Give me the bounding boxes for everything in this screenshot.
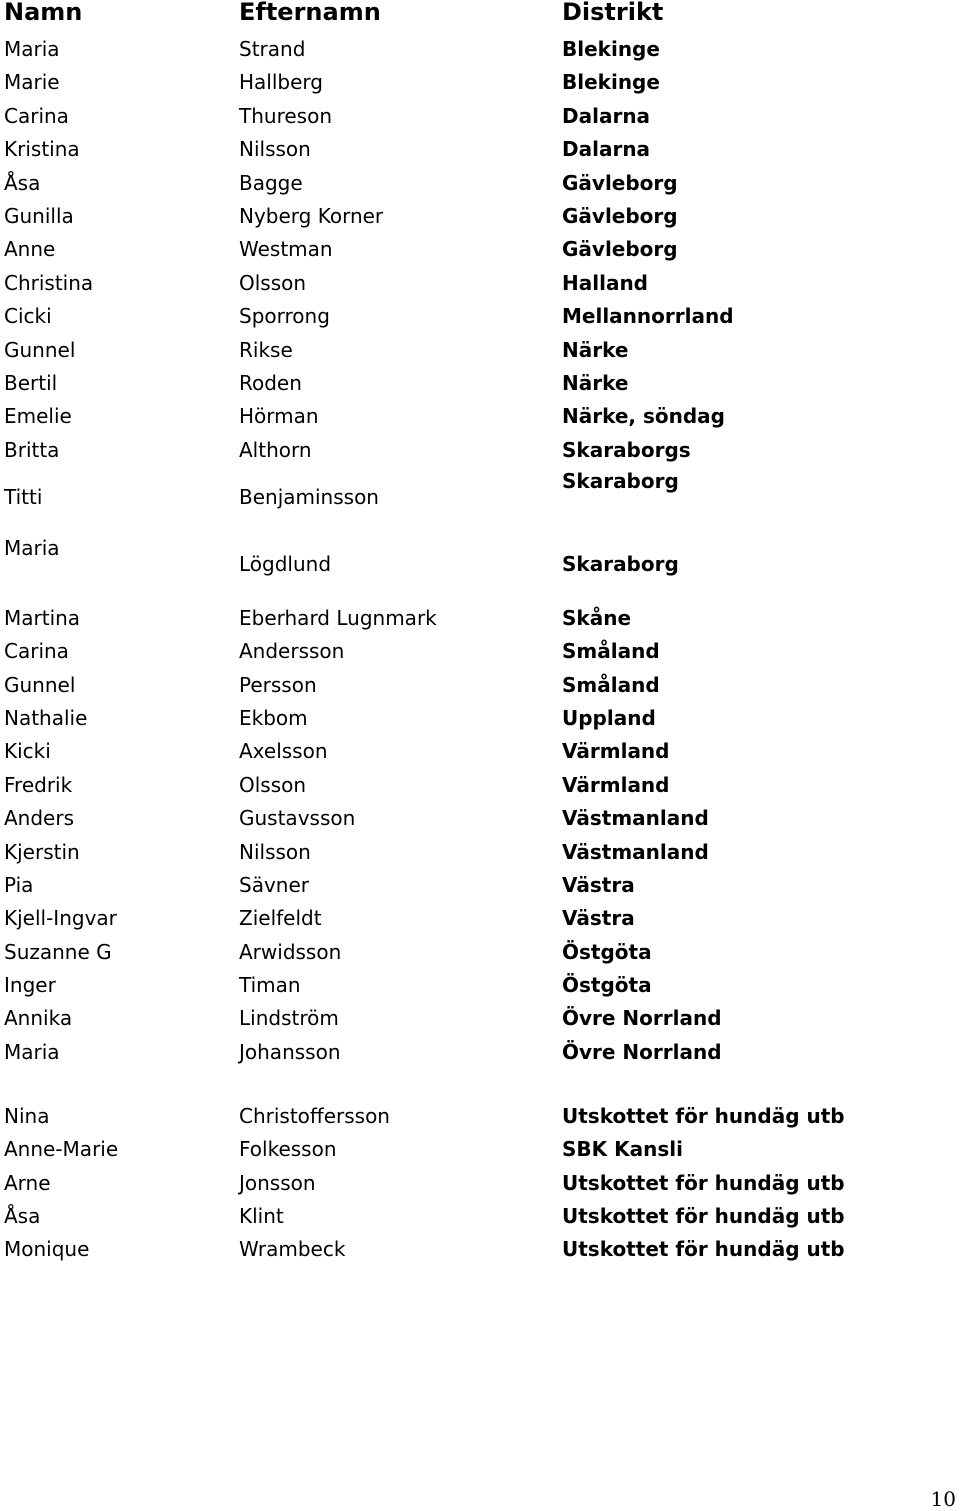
last-name-cell: Westman: [239, 237, 333, 261]
first-name-cell: Kristina: [4, 137, 80, 161]
last-name-cell: Timan: [239, 973, 301, 997]
table-row: [0, 435, 960, 465]
table-row: [0, 803, 960, 833]
district-cell: Värmland: [562, 739, 670, 763]
first-name-cell: Anne-Marie: [4, 1137, 119, 1161]
first-name-cell: Åsa: [4, 1204, 41, 1228]
table-row: [0, 234, 960, 264]
district-cell: Gävleborg: [562, 204, 678, 228]
table-row: [0, 201, 960, 231]
table-row: [0, 603, 960, 633]
first-name-cell: Marie: [4, 70, 60, 94]
first-name-cell: Anne: [4, 237, 56, 261]
header-row: [0, 0, 960, 30]
last-name-cell: Lindström: [239, 1006, 339, 1030]
table-row: [0, 1201, 960, 1231]
district-cell: Utskottet för hundäg utb: [562, 1171, 845, 1195]
last-name-cell: Nyberg Korner: [239, 204, 384, 228]
first-name-cell: Kjerstin: [4, 840, 80, 864]
district-cell: SBK Kansli: [562, 1137, 683, 1161]
district-cell: Skåne: [562, 606, 632, 630]
district-cell: Östgöta: [562, 973, 652, 997]
table-row: [0, 903, 960, 933]
district-cell: Blekinge: [562, 37, 660, 61]
district-cell: Utskottet för hundäg utb: [562, 1204, 845, 1228]
table-row: [0, 1101, 960, 1131]
table-row: [0, 134, 960, 164]
header-last-name: Efternamn: [239, 0, 381, 26]
table-row: [0, 335, 960, 365]
district-cell: Närke: [562, 338, 629, 362]
table-row: [0, 1168, 960, 1198]
first-name-cell: Åsa: [4, 171, 41, 195]
last-name-cell: Hörman: [239, 404, 319, 428]
first-name-cell: Nathalie: [4, 706, 88, 730]
first-name-cell: Maria: [4, 536, 60, 560]
table-row: [0, 870, 960, 900]
table-row: [0, 535, 960, 576]
first-name-cell: Fredrik: [4, 773, 73, 797]
first-name-cell: Gunnel: [4, 338, 76, 362]
last-name-cell: Eberhard Lugnmark: [239, 606, 437, 630]
table-row: [0, 703, 960, 733]
district-cell: Gävleborg: [562, 237, 678, 261]
first-name-cell: Martina: [4, 606, 81, 630]
table-row: [0, 670, 960, 700]
district-cell: Närke: [562, 371, 629, 395]
district-cell: Västmanland: [562, 806, 709, 830]
first-name-cell: Monique: [4, 1237, 90, 1261]
last-name-cell: Sävner: [239, 873, 309, 897]
district-cell: Småland: [562, 673, 660, 697]
district-cell: Småland: [562, 639, 660, 663]
table-row: [0, 837, 960, 867]
table-row: [0, 636, 960, 666]
district-cell: Övre Norrland: [562, 1006, 722, 1030]
last-name-cell: Rikse: [239, 338, 293, 362]
first-name-cell: Pia: [4, 873, 34, 897]
first-name-cell: Gunnel: [4, 673, 76, 697]
last-name-cell: Christoffersson: [239, 1104, 390, 1128]
district-cell: Västmanland: [562, 840, 709, 864]
last-name-cell: Sporrong: [239, 304, 330, 328]
first-name-cell: Carina: [4, 104, 69, 128]
first-name-cell: Bertil: [4, 371, 58, 395]
table-row: [0, 1003, 960, 1033]
table-row: [0, 1037, 960, 1067]
first-name-cell: Britta: [4, 438, 60, 462]
district-cell: Övre Norrland: [562, 1040, 722, 1064]
district-cell: Dalarna: [562, 137, 651, 161]
first-name-cell: Kjell-Ingvar: [4, 906, 117, 930]
last-name-cell: Zielfeldt: [239, 906, 322, 930]
last-name-cell: Olsson: [239, 271, 307, 295]
district-cell: Utskottet för hundäg utb: [562, 1104, 845, 1128]
first-name-cell: Maria: [4, 37, 60, 61]
district-cell: Skaraborgs: [562, 438, 691, 462]
table-row: [0, 770, 960, 800]
page-number: 10: [930, 1487, 956, 1511]
table-row: [0, 937, 960, 967]
last-name-cell: Johansson: [239, 1040, 341, 1064]
header-first-name: Namn: [4, 0, 83, 26]
first-name-cell: Emelie: [4, 404, 72, 428]
header-district: Distrikt: [562, 0, 664, 26]
first-name-cell: Carina: [4, 639, 69, 663]
district-cell: Västra: [562, 906, 635, 930]
last-name-cell: Olsson: [239, 773, 307, 797]
table-row: [0, 970, 960, 1000]
table-row: [0, 736, 960, 766]
last-name-cell: Persson: [239, 673, 317, 697]
district-cell: Utskottet för hundäg utb: [562, 1237, 845, 1261]
last-name-cell: Roden: [239, 371, 302, 395]
last-name-cell: Arwidsson: [239, 940, 342, 964]
last-name-cell: Nilsson: [239, 137, 311, 161]
district-cell: Skaraborg: [562, 552, 679, 576]
district-cell: Värmland: [562, 773, 670, 797]
first-name-cell: Kicki: [4, 739, 51, 763]
last-name-cell: Benjaminsson: [239, 485, 379, 509]
first-name-cell: Gunilla: [4, 204, 74, 228]
table-row: [0, 168, 960, 198]
last-name-cell: Jonsson: [239, 1171, 316, 1195]
first-name-cell: Maria: [4, 1040, 60, 1064]
table-row: [0, 301, 960, 331]
district-cell: Närke, söndag: [562, 404, 725, 428]
first-name-cell: Inger: [4, 973, 56, 997]
table-row: [0, 401, 960, 431]
first-name-cell: Suzanne G: [4, 940, 112, 964]
last-name-cell: Lögdlund: [239, 552, 332, 576]
table-row: [0, 368, 960, 398]
last-name-cell: Ekbom: [239, 706, 308, 730]
last-name-cell: Strand: [239, 37, 306, 61]
district-cell: Gävleborg: [562, 171, 678, 195]
district-cell: Blekinge: [562, 70, 660, 94]
table-row: [0, 1134, 960, 1164]
first-name-cell: Arne: [4, 1171, 51, 1195]
district-cell: Västra: [562, 873, 635, 897]
table-row: [0, 268, 960, 298]
table-row: [0, 1234, 960, 1264]
last-name-cell: Wrambeck: [239, 1237, 346, 1261]
district-cell: Halland: [562, 271, 648, 295]
district-cell: Uppland: [562, 706, 656, 730]
district-cell: Mellannorrland: [562, 304, 734, 328]
district-cell: Östgöta: [562, 940, 652, 964]
last-name-cell: Klint: [239, 1204, 284, 1228]
last-name-cell: Nilsson: [239, 840, 311, 864]
first-name-cell: Christina: [4, 271, 94, 295]
first-name-cell: Titti: [4, 485, 43, 509]
last-name-cell: Axelsson: [239, 739, 328, 763]
table-row: [0, 34, 960, 64]
first-name-cell: Annika: [4, 1006, 73, 1030]
table-row: [0, 101, 960, 131]
last-name-cell: Hallberg: [239, 70, 323, 94]
last-name-cell: Thureson: [239, 104, 332, 128]
last-name-cell: Bagge: [239, 171, 303, 195]
table-row: [0, 67, 960, 97]
district-cell: Dalarna: [562, 104, 651, 128]
last-name-cell: Gustavsson: [239, 806, 356, 830]
table-row: [0, 468, 960, 509]
first-name-cell: Anders: [4, 806, 74, 830]
last-name-cell: Althorn: [239, 438, 312, 462]
last-name-cell: Andersson: [239, 639, 345, 663]
last-name-cell: Folkesson: [239, 1137, 337, 1161]
first-name-cell: Cicki: [4, 304, 52, 328]
district-cell: Skaraborg: [562, 469, 679, 493]
first-name-cell: Nina: [4, 1104, 50, 1128]
